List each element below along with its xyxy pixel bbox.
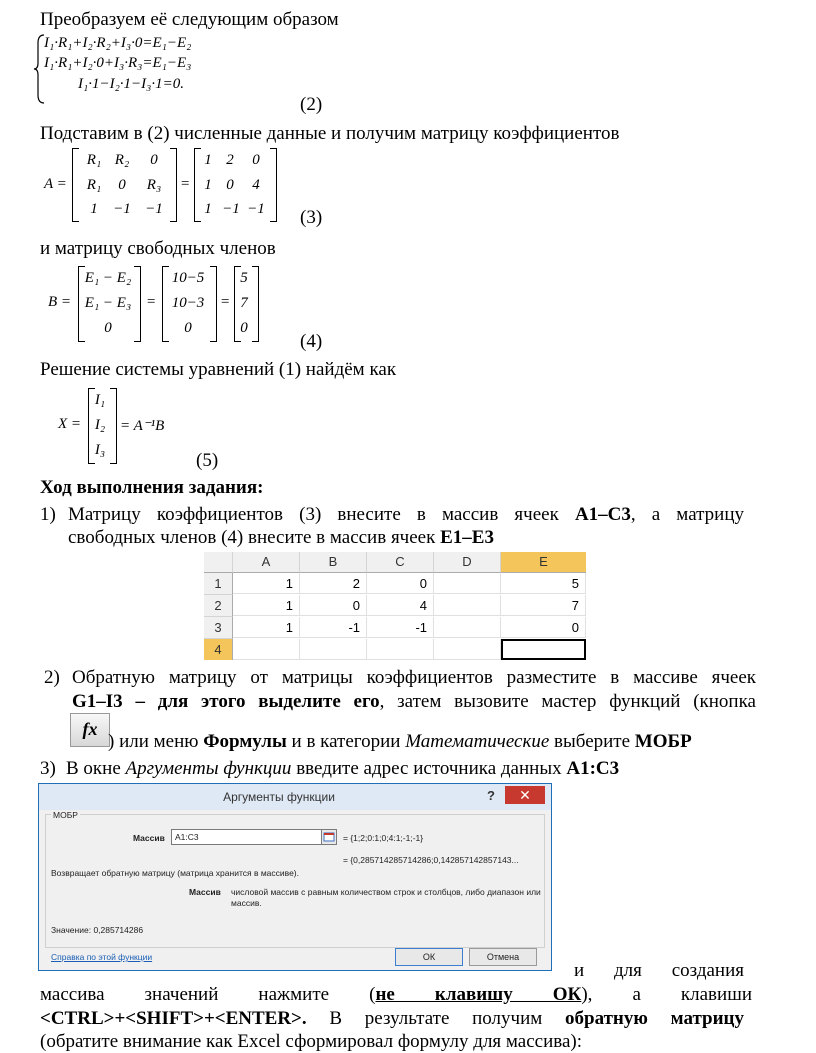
row-header[interactable]: 1 (204, 573, 233, 595)
matrix-b-cell: 0 (104, 320, 112, 336)
trailer-text: массива значений нажмите ( (40, 984, 376, 1005)
function-name-label: МОБР (634, 731, 692, 752)
function-name: МОБР (53, 810, 78, 820)
matrix-x-cell: I₁ (94, 392, 106, 408)
matrix-a-cell: 0 (150, 152, 158, 168)
col-header-active[interactable]: E (501, 552, 586, 573)
matrix-a-cell: 1 (90, 201, 98, 217)
matrix-a-label: A = (44, 176, 67, 192)
matrix-b-equals-2: = (220, 294, 231, 310)
step2-line3 (108, 730, 692, 753)
matrix-x-rhs: = A⁻¹B (120, 418, 165, 434)
equation-number-5: (5) (196, 450, 219, 471)
step1-range-e: E1–E3 (440, 527, 494, 548)
matrix-a-num-cell: 1 (204, 152, 212, 168)
step1-text-2: , а матрицу (630, 504, 745, 525)
col-header[interactable]: C (367, 552, 434, 573)
matrix-a-num-cell: 4 (252, 177, 260, 193)
matrix-a-cell: R₁ (86, 177, 102, 193)
matrix-a-num-cell: 0 (226, 177, 234, 193)
result-preview: = {0,285714285714286;0,142857142857143... (343, 855, 519, 865)
value-label: Значение: (51, 925, 92, 935)
array-input[interactable]: A1:C3 (171, 829, 322, 845)
dialog-name-label: Аргументы функции (125, 758, 292, 779)
col-header[interactable]: D (434, 552, 501, 573)
matrix-a-equals: = (180, 176, 191, 192)
matrix-x-cell: I₂ (94, 417, 106, 433)
step2-text-4: выберите (549, 731, 635, 752)
step2-text-3: и в категории (286, 731, 406, 752)
equation-1: I₁·R₁+I₂·R₂+I₃·0=E₁−E₂ (44, 35, 192, 51)
step2-line1: Обратную матрицу от матрицы коэффициентов разместите в массиве ячеек (72, 667, 756, 688)
matrix-a-num-cell: 1 (204, 201, 212, 217)
step2-text: , затем вызовите мастер функций (кнопка (379, 691, 756, 712)
step3-range: A1:C3 (566, 758, 620, 779)
para-free: и матрицу свободных членов (40, 238, 276, 259)
col-header[interactable]: B (300, 552, 367, 573)
trailer-line1: и для создания (574, 960, 744, 981)
table-cell[interactable]: 1 (233, 617, 300, 638)
matrix-x (58, 388, 198, 464)
table-cell[interactable]: 0 (367, 573, 434, 594)
table-cell[interactable] (434, 573, 501, 594)
value-row (51, 925, 143, 935)
step2-text-2: ) или меню (108, 731, 204, 752)
step2-line2 (72, 690, 756, 713)
table-cell[interactable]: -1 (300, 617, 367, 638)
step1-range-a: A1–C3 (574, 504, 631, 525)
matrix-b-mid-cell: 10−5 (171, 270, 205, 286)
dialog-title: Аргументы функции (223, 790, 335, 804)
table-cell[interactable]: 7 (501, 595, 586, 616)
step3-text-2: введите адрес источника данных (291, 758, 567, 779)
step1-number: 1) (40, 504, 56, 525)
matrix-a-num-cell: −1 (222, 201, 240, 217)
table-cell[interactable]: 0 (300, 595, 367, 616)
corner-cell (204, 552, 233, 573)
step2-range: G1–I3 – для этого выделите его (72, 691, 380, 712)
excel-grid (204, 552, 586, 660)
function-arguments-dialog (38, 783, 552, 971)
equation-number-2: (2) (300, 94, 323, 115)
equation-3: I₁·1−I₂·1−I₃·1=0. (78, 76, 184, 92)
key-combination: <CTRL>+<SHIFT>+<ENTER>. (40, 1008, 307, 1029)
matrix-a-cell: R₃ (146, 177, 162, 193)
table-cell[interactable]: 4 (367, 595, 434, 616)
function-description: Возвращает обратную матрицу (матрица хранится в массиве). (51, 868, 299, 878)
trailer-line2 (40, 983, 752, 1006)
table-cell[interactable] (367, 639, 434, 660)
arg-desc-label: Массив (189, 887, 221, 897)
matrix-a-cell: R₂ (114, 152, 130, 168)
trailer-text-2: ), а клавиши (581, 984, 752, 1005)
matrix-a-num-cell: 1 (204, 177, 212, 193)
table-cell[interactable] (434, 595, 501, 616)
range-select-icon[interactable] (321, 829, 337, 845)
step1-text: Матрицу коэффициентов (3) внесите в массив ячеек (68, 504, 575, 525)
function-wizard-button[interactable]: fx (70, 713, 110, 747)
matrix-b-cell: E₁ − E₂ (84, 270, 132, 286)
matrix-a-cell: R₁ (86, 152, 102, 168)
formulas-menu-label: Формулы (203, 731, 287, 752)
table-cell[interactable] (434, 617, 501, 638)
table-cell[interactable]: -1 (367, 617, 434, 638)
table-cell[interactable]: 2 (300, 573, 367, 594)
col-header[interactable]: A (233, 552, 300, 573)
close-button[interactable]: ✕ (505, 786, 545, 804)
table-cell[interactable]: 5 (501, 573, 586, 594)
arg-result: = {1;2;0:1;0;4:1;-1;-1} (343, 833, 424, 843)
matrix-x-label: X = (58, 416, 82, 432)
not-ok-key: не клавишу ОК (375, 984, 582, 1005)
equation-2: I₁·R₁+I₂·0+I₃·R₃=E₁−E₃ (44, 55, 192, 71)
para-substitute: Подставим в (2) численные данные и получим матрицу коэффициентов (40, 123, 620, 144)
equation-number-3: (3) (300, 207, 323, 228)
help-icon[interactable]: ? (487, 788, 495, 803)
arg-description: числовой массив с равным количеством строк и столбцов, либо диапазон или массив. (231, 887, 541, 908)
cancel-button[interactable]: Отмена (469, 948, 537, 966)
matrix-b-mid-cell: 0 (184, 320, 192, 336)
para-solution: Решение системы уравнений (1) найдём как (40, 359, 397, 380)
matrix-b-num-cell: 5 (240, 270, 248, 286)
table-cell[interactable]: 0 (501, 617, 586, 638)
table-cell[interactable] (300, 639, 367, 660)
step3-line1 (66, 757, 619, 780)
matrix-a-cell: 0 (118, 177, 126, 193)
matrix-b-cell: E₁ − E₃ (84, 295, 132, 311)
row-header[interactable]: 4 (204, 639, 233, 660)
table-cell[interactable]: 1 (233, 595, 300, 616)
matrix-b-num-cell: 7 (240, 295, 248, 311)
intro-text: Преобразуем её следующим образом (40, 9, 339, 30)
matrix-b-num-cell: 0 (240, 320, 248, 336)
matrix-a-cell: −1 (145, 201, 163, 217)
trailer-line4: (обратите внимание как Excel сформировал формулу для массива): (40, 1031, 583, 1052)
row-header[interactable]: 3 (204, 617, 233, 639)
trailer-line3 (40, 1007, 744, 1030)
trailer-text-3: В результате получим (306, 1008, 566, 1029)
section-heading: Ход выполнения задания: (40, 477, 264, 498)
matrix-b-equals: = (146, 294, 157, 310)
inverse-matrix-label: обратную матрицу (565, 1008, 744, 1029)
table-cell[interactable] (501, 639, 586, 660)
matrix-b (48, 266, 288, 342)
matrix-x-cell: I₃ (94, 442, 106, 458)
equation-system (34, 33, 264, 105)
dialog-titlebar (39, 784, 551, 810)
matrix-a-num-cell: −1 (247, 201, 265, 217)
math-category-label: Математические (405, 731, 550, 752)
step1-text-3: свободных членов (4) внесите в массив ячеек (68, 527, 441, 548)
step2-number: 2) (44, 667, 60, 688)
matrix-a-num-cell: 2 (226, 152, 234, 168)
matrix-a-num-cell: 0 (252, 152, 260, 168)
table-cell[interactable] (233, 639, 300, 660)
help-link[interactable]: Справка по этой функции (51, 952, 153, 962)
ok-button[interactable]: ОК (395, 948, 463, 966)
row-header[interactable]: 2 (204, 595, 233, 617)
matrix-a-cell: −1 (113, 201, 131, 217)
arg-label: Массив (133, 833, 165, 843)
value-text: 0,285714286 (93, 925, 144, 935)
step3-number: 3) (40, 758, 56, 779)
matrix-a (44, 148, 344, 223)
step3-text: В окне (66, 758, 126, 779)
equation-number-4: (4) (300, 331, 323, 352)
table-cell[interactable]: 1 (233, 573, 300, 594)
matrix-b-label: B = (48, 294, 72, 310)
step1-line1 (68, 503, 744, 526)
step1-line2 (68, 526, 494, 549)
matrix-b-mid-cell: 10−3 (171, 295, 205, 311)
table-cell[interactable] (434, 639, 501, 660)
